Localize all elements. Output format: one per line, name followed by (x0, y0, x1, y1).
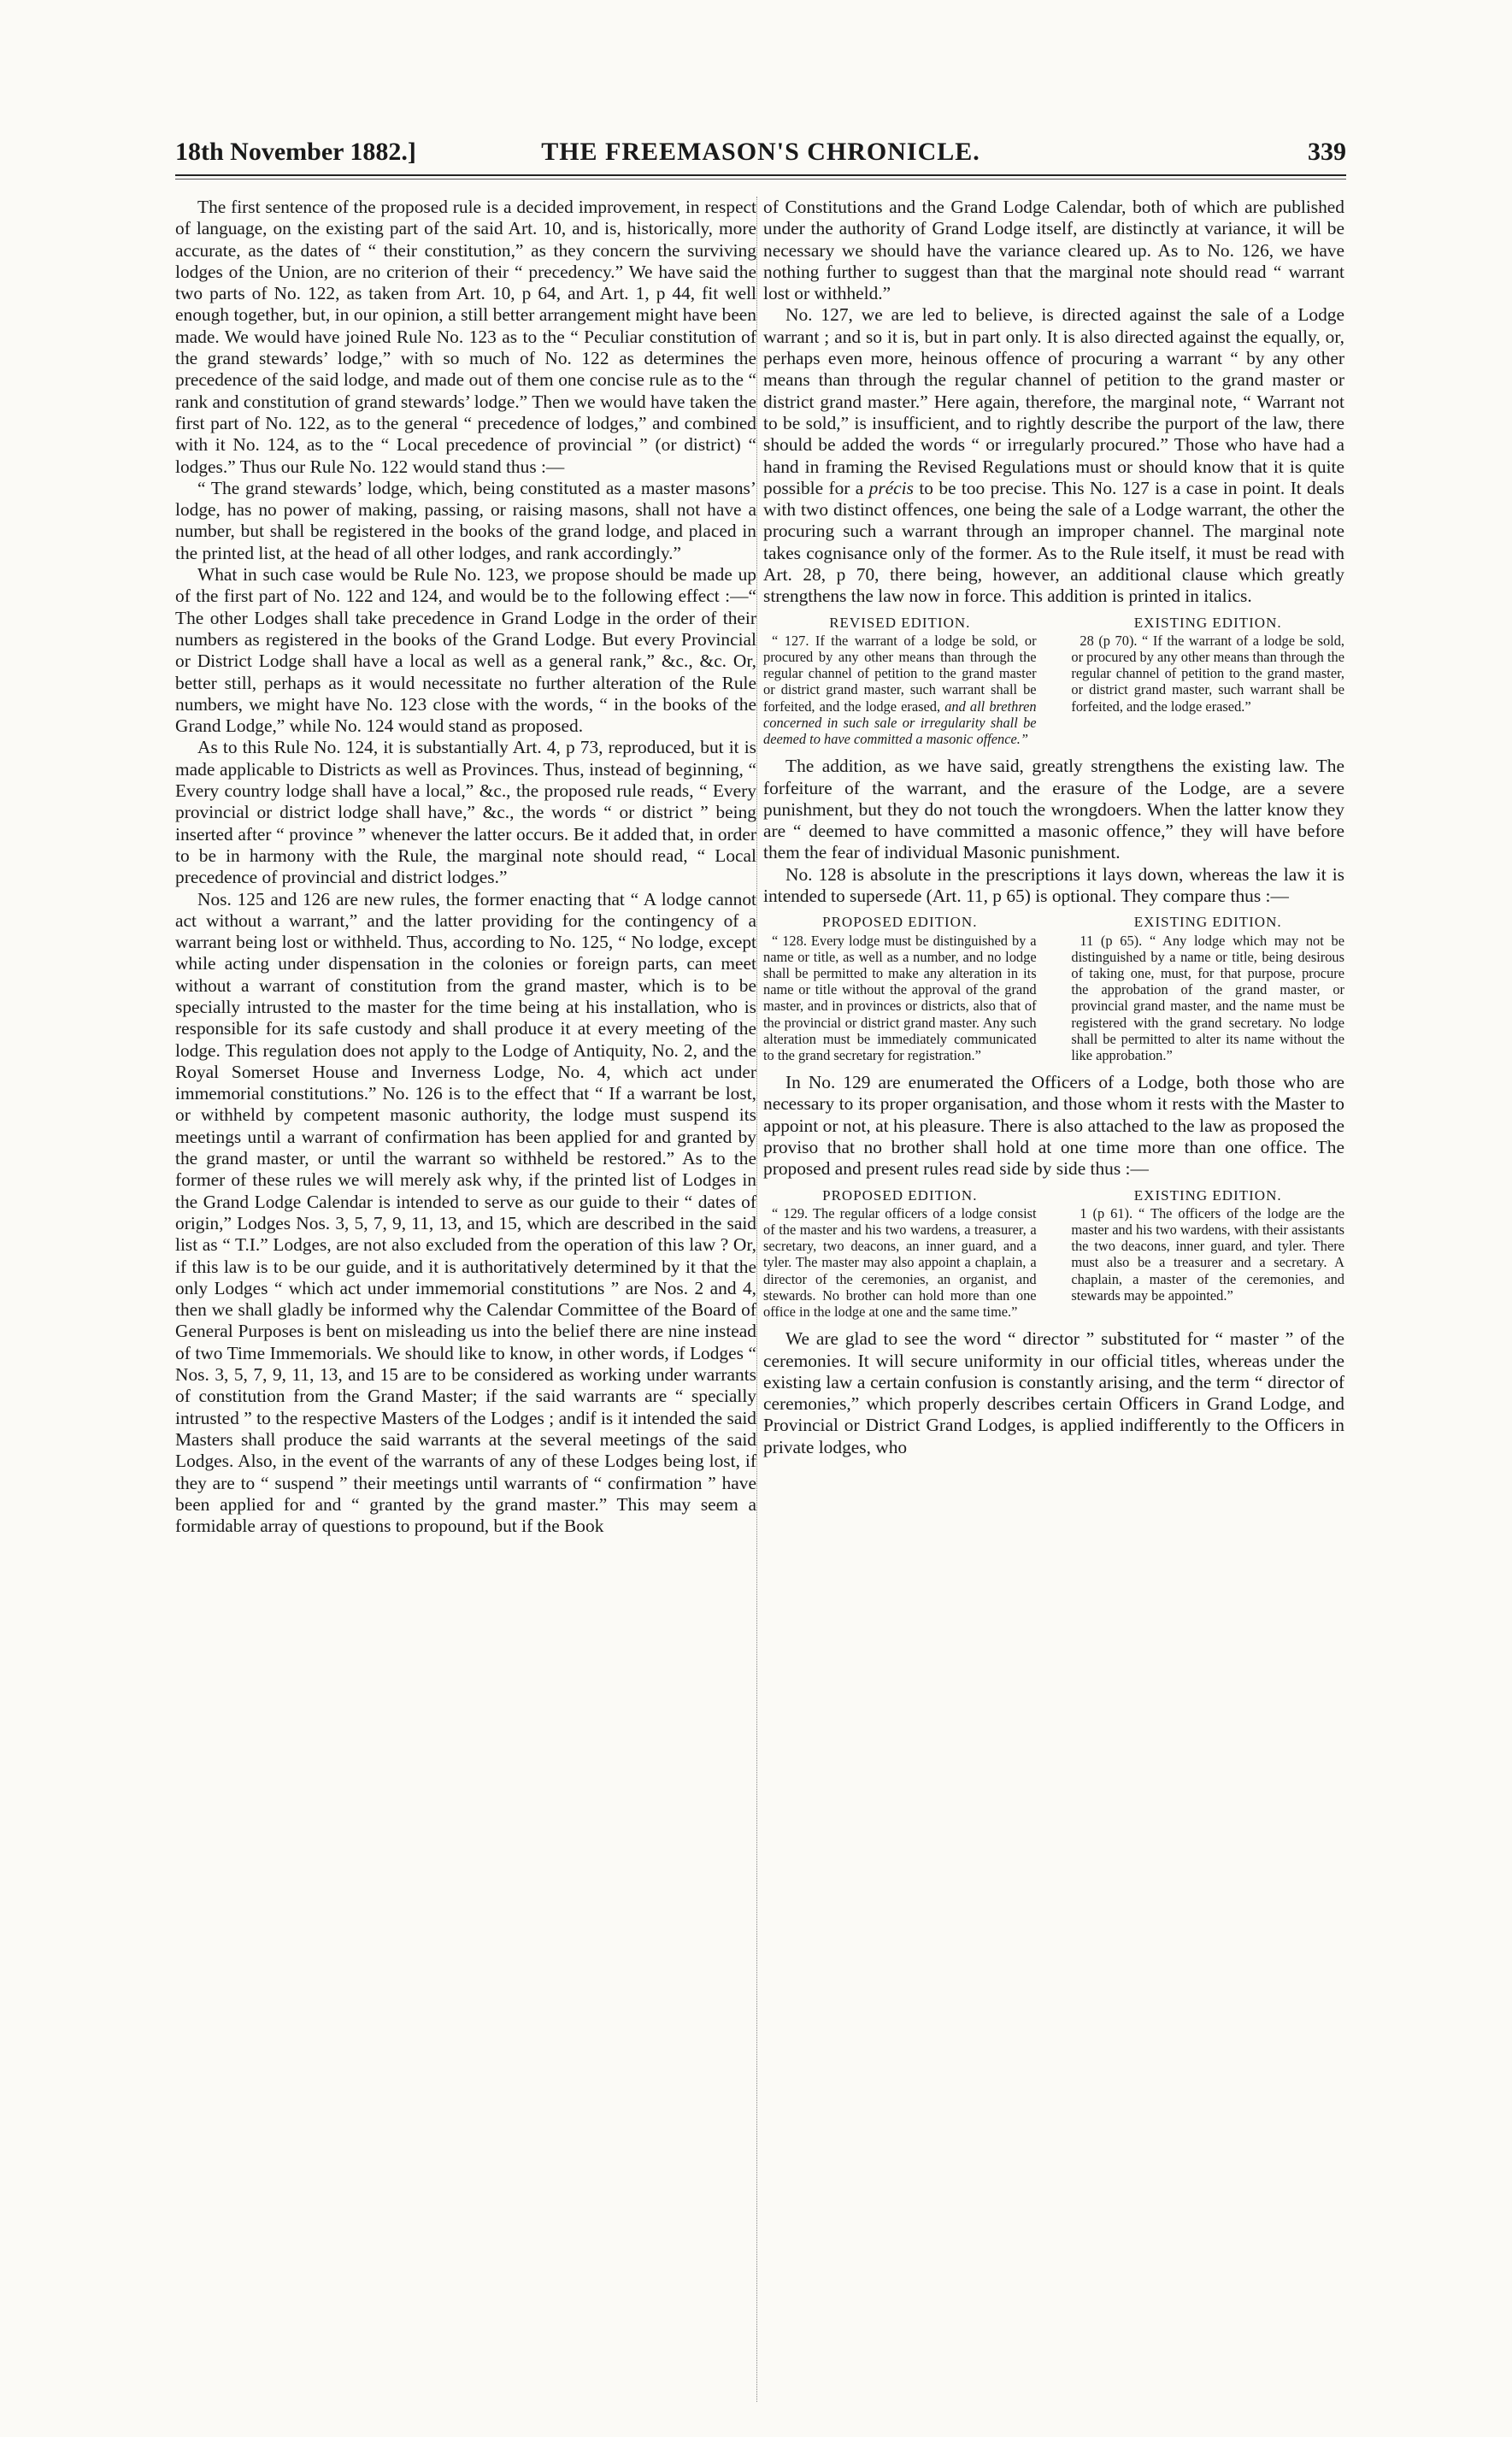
paragraph: As to this Rule No. 124, it is substantially Art. 4, p 73, reproduced, but it is made applicable to Districts as well as Provinces. Thus, instead of beginning, “ Every country lodge shall have a local,” &c., the proposed rule reads, “ Every provincial or district lodge shall have,” &c., the words “ or district ” being inserted after “ province ” whenever the latter occurs. Be it added that, in order to be in harmony with the Rule, the marginal note should read, “ Local precedence of provincial and district lodges.” (175, 737, 756, 888)
paragraph-text: No. 127, we are led to believe, is directed against the sale of a Lodge warrant ; and so it is, but in part only. It is also directed against the equally, or, perhaps even more, heinous offence of procuring a warrant “ by any other means than through the regular channel of petition to the grand master or district grand master.” Here again, therefore, the marginal note, “ Warrant not to be sold,” is insufficient, and to rightly describe the purport of the law, there should be added the words “ or irregularly procured.” Those who have had a hand in framing the Revised Regulations must or should know that it is quite possible for a (763, 304, 1344, 498)
existing-edition-column (1071, 914, 1344, 1063)
comparison-rule-127 (763, 615, 1344, 748)
column-separator (756, 197, 757, 2402)
paragraph: of Constitutions and the Grand Lodge Calendar, both of which are published under the authority of Grand Lodge itself, are distinctly at variance, it will be necessary we should have the variance cleared up. As to No. 126, we have nothing further to suggest than that the marginal note should read “ warrant lost or withheld.” (763, 197, 1344, 304)
paragraph: We are glad to see the word “ director ” substituted for “ master ” of the ceremonies. It will secure uniformity in our official titles, whereas under the existing law a certain confusion is constantly arising, and the term “ director of ceremonies,” which properly describes certain Officers in Grand Lodge, and Provincial or District Grand Lodges, is applied indifferently to the Officers in private lodges, who (763, 1328, 1344, 1457)
rule-text: “ 128. Every lodge must be distinguished by a name or title, as well as a number, and no lodge shall be permitted to make any alteration in its name or title without the approval of the grand master, and in provinces or districts, also that of the provincial or district grand master. Any such alteration must be immediately communicated to the grand secretary for registration.” (763, 932, 1037, 1063)
rule-text (763, 633, 1037, 747)
header-rule-thin (175, 179, 1346, 180)
comparison-heading: PROPOSED EDITION. (822, 1186, 978, 1204)
paragraph: No. 128 is absolute in the prescriptions it lays down, whereas the law it is intended to supersede (Art. 11, p 65) is optional. They compare thus :— (763, 863, 1344, 907)
publication-title: THE FREEMASON'S CHRONICLE. (541, 138, 980, 166)
paragraph: “ The grand stewards’ lodge, which, being constituted as a master masons’ lodge, has no power of making, passing, or raising masons, shall not have a number, but shall be registered in the books of the grand lodge, and placed in the printed list, at the head of all other lodges, and rank accordingly.” (175, 477, 756, 563)
page-number: 339 (1308, 138, 1346, 166)
existing-edition-column (1071, 1187, 1344, 1321)
paragraph: In No. 129 are enumerated the Officers of a Lodge, both those who are necessary to its proper organisation, and those whom it rests with the Master to appoint or not, at his pleasure. There is also attached to the law as proposed the proviso that no brother shall hold at one time more than one office. The proposed and present rules read side by side thus :— (763, 1072, 1344, 1180)
masthead (175, 133, 1346, 171)
rule-text-plain: “ 127. If the warrant of a lodge be sold, or procured by any other means than through the regular channel of petition to the grand master or district grand master, such warrant shall be forfeited, and the lodge erased, (763, 632, 1037, 715)
comparison-rule-128 (763, 914, 1344, 1063)
issue-date: 18th November 1882.] (175, 138, 416, 166)
paragraph: The first sentence of the proposed rule is a decided improvement, in respect of language, on the existing part of the said Art. 10, and is, historically, more accurate, as the dates of “ their constitution,” as they concern the surviving lodges of the Union, are no criterion of their “ precedency.” We have said the two parts of No. 122, as taken from Art. 10, p 64, and Art. 1, p 44, fit well enough together, but, in our opinion, a still better arrangement might have been made. We would have joined Rule No. 123 as to the “ Peculiar constitution of the grand stewards’ lodge,” with so much of No. 122 as determines the precedence of the said lodge, and made out of them one concise rule as to the “ rank and constitution of grand stewards’ lodge.” Then we would have taken the first part of No. 122, as to the general “ precedence of lodges,” and combined with it No. 124, as to the “ Local precedence of provincial ” (or district) “ lodges.” Thus our Rule No. 122 would stand thus :— (175, 197, 756, 477)
comparison-rule-129 (763, 1187, 1344, 1321)
comparison-heading: REVISED EDITION. (829, 614, 971, 631)
rule-text: 11 (p 65). “ Any lodge which may not be distinguished by a name or title, being desirous of taking one, must, for that purpose, procure the approbation of the grand master, or provincial grand master, and the name must be registered with the grand secretary. No lodge shall be permitted to alter its name without the like approbation.” (1071, 932, 1344, 1063)
comparison-heading: EXISTING EDITION. (1133, 914, 1282, 931)
proposed-edition-column (763, 1187, 1037, 1321)
header-rule (175, 174, 1346, 176)
paragraph: What in such case would be Rule No. 123, we propose should be made up of the first part of No. 122 and 124, and would be to the following effect :—“ The other Lodges shall take precedence in Grand Lodge in the order of their numbers as registered in the books of the Grand Lodge. But every Provincial or District Lodge shall have a local as well as a general rank,” &c., &c. Or, better still, perhaps as it would necessitate no further alteration of the Rule numbers, we might have No. 123 close with the words, “ in the books of the Grand Lodge,” while No. 124 would stand as proposed. (175, 564, 756, 737)
paragraph: Nos. 125 and 126 are new rules, the former enacting that “ A lodge cannot act without a warrant,” and the latter providing for the contingency of a warrant being lost or withheld. Thus, according to No. 125, “ No lodge, except while acting under dispensation in the colonies or foreign parts, can meet without a warrant of constitution from the grand master, which is to be specially intrusted to the master for the time being at his installation, who is responsible for its safe custody and shall produce it at every meeting of the lodge. This regulation does not apply to the Lodge of Antiquity, No. 2, and the Royal Somerset House and Inverness Lodge, No. 4, which act under immemorial constitutions.” No. 126 is to the effect that “ If a warrant be lost, or withheld by competent masonic authority, the lodge must suspend its meetings until a warrant of confirmation has been applied for and granted by the grand master, or until the warrant so withheld be restored.” As to the former of these rules we will merely ask why, if the printed list of Lodges in the Grand Lodge Calendar is intended to serve as our guide to their “ dates of origin,” Lodges Nos. 3, 5, 7, 9, 11, 13, and 15, which are described in the said list as “ T.I.” Lodges, are not also excluded from the operation of this law ? Or, if this law is to be our guide, and it is authoritatively determined by it that the only Lodges “ which act under immemorial constitutions ” are Nos. 2 and 4, then we shall gladly be informed why the Calendar Committee of the Board of General Purposes is bent on misleading us into the belief there are nine instead of two Time Immemorials. We should like to know, in other words, if Lodges “ Nos. 3, 5, 7, 9, 11, 13, and 15 are to be considered as working under warrants of constitution from the Grand Master; if the said warrants are “ specially intrusted ” to the respective Masters of the Lodges ; andif is it intended the said Masters shall produce the said warrants at the several meetings of the said Lodges. Also, in the event of the warrants of any of these Lodges being lost, if they are to “ suspend ” their meetings until warrants of “ confirmation ” have been applied for and “ granted by the grand master.” This may seem a formidable array of questions to propound, but if the Book (175, 888, 756, 1537)
comparison-heading: PROPOSED EDITION. (822, 914, 978, 931)
revised-edition-column (763, 615, 1037, 748)
italic-word: précis (868, 477, 914, 498)
existing-edition-column (1071, 615, 1344, 748)
rule-text: “ 129. The regular officers of a lodge consist of the master and his two wardens, a treasurer, a secretary, two deacons, an inner guard, and a tyler. The master may also appoint a chaplain, a director of the ceremonies, an organist, and stewards. No brother can hold more than one office in the lodge at one and the same time.” (763, 1204, 1037, 1321)
comparison-heading: EXISTING EDITION. (1133, 1186, 1282, 1204)
proposed-edition-column (763, 914, 1037, 1063)
comparison-heading: EXISTING EDITION. (1133, 614, 1282, 631)
paragraph: The addition, as we have said, greatly strengthens the existing law. The forfeiture of the warrant, and the erasure of the Lodge, are a severe punishment, but they do not touch the wrongdoers. When the latter know they are “ deemed to have committed a masonic offence,” they will have before them the fear of individual Masonic punishment. (763, 756, 1344, 863)
rule-text: 1 (p 61). “ The officers of the lodge are the master and his two wardens, with their assistants the two deacons, inner guard, and tyler. There must also be a treasurer and a secretary. A chaplain, a master of the ceremonies, and stewards may be appointed.” (1071, 1204, 1344, 1304)
left-column (175, 197, 756, 1537)
rule-text: 28 (p 70). “ If the warrant of a lodge be sold, or procured by any other means than through the regular channel of petition to the grand master, or district grand master, such warrant shall be forfeited, and the lodge erased.” (1071, 632, 1344, 715)
rule-text-italic: and all brethren concerned in such sale or irregularity shall be deemed to have committed a masonic offence.” (763, 698, 1037, 748)
paragraph (763, 304, 1344, 607)
paragraph-text: to be too precise. This No. 127 is a case in point. It deals with two distinct offences, one being the sale of a Lodge warrant, the other the procuring such a warrant through an improper channel. The marginal note takes cognisance only of the former. As to the Rule itself, it must be read with Art. 28, p 70, there being, however, an additional clause which greatly strengthens the law now in force. This addition is printed in italics. (763, 477, 1344, 607)
right-column (763, 197, 1344, 1458)
